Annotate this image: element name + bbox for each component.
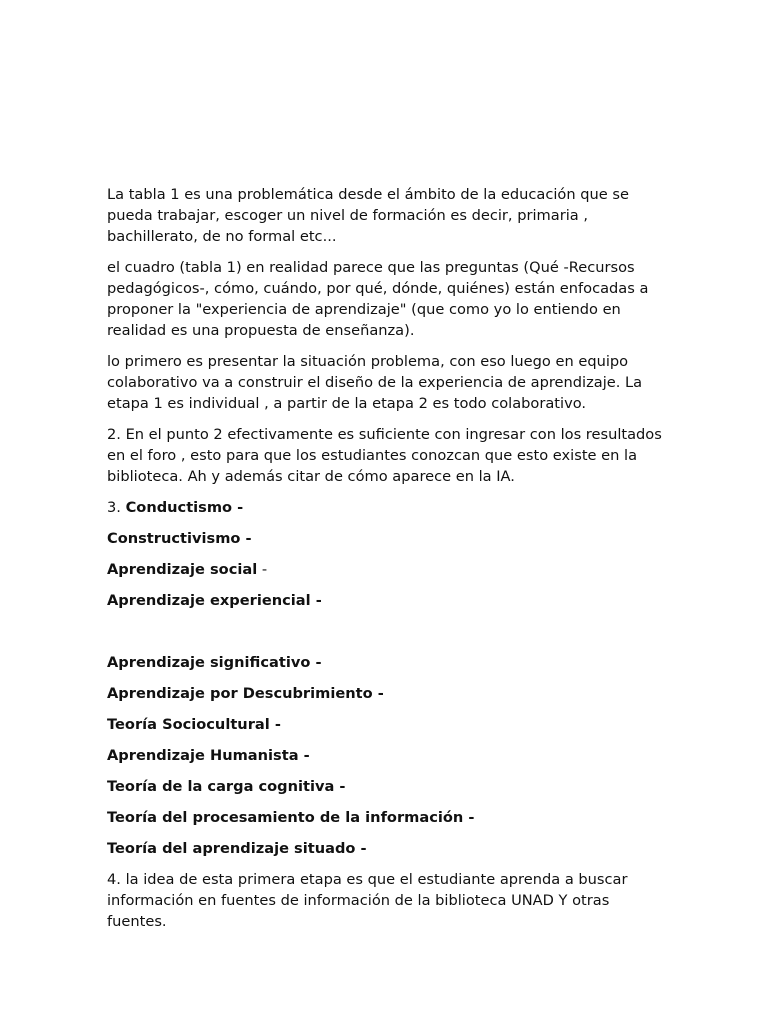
list-item-aprendizaje-situado (107, 838, 667, 859)
list-number: 3. (107, 499, 126, 516)
list-item-carga-cognitiva (107, 776, 667, 797)
list-item-aprendizaje-descubrimiento (107, 683, 667, 704)
list-item-label: Aprendizaje por Descubrimiento - (107, 685, 384, 702)
list-item-aprendizaje-experiencial (107, 590, 667, 611)
list-item-procesamiento-informacion (107, 807, 667, 828)
paragraph-1: La tabla 1 es una problemática desde el ámbito de la educación que se pueda trabajar, escoger un nivel de formación es decir, primaria , bachillerato, de no formal etc... (107, 186, 629, 245)
list-item-aprendizaje-humanista (107, 745, 667, 766)
list-item-label: Constructivismo - (107, 530, 252, 547)
list-item-aprendizaje-social (107, 559, 667, 580)
list-item-label: Aprendizaje social (107, 561, 258, 578)
document-body (107, 184, 667, 942)
list-item-label: Teoría del aprendizaje situado - (107, 840, 367, 857)
blank-line (107, 621, 667, 652)
list-item-label: Teoría Sociocultural - (107, 716, 281, 733)
list-item-suffix: - (257, 561, 268, 578)
list-item-label: Aprendizaje significativo - (107, 654, 322, 671)
list-item-label: Teoría del procesamiento de la información - (107, 809, 475, 826)
paragraph-3: lo primero es presentar la situación problema, con eso luego en equipo colaborativo va a construir el diseño de la experiencia de aprendizaje. La etapa 1 es individual , a partir de la etapa 2 es todo colaborativo. (107, 353, 643, 412)
list-item-label: Conductismo - (125, 499, 244, 516)
list-item-constructivismo (107, 528, 667, 549)
list-item-teoria-sociocultural (107, 714, 667, 735)
list-item-label: Aprendizaje experiencial - (107, 592, 322, 609)
list-item-label: Aprendizaje Humanista - (107, 747, 310, 764)
paragraph-5: 4. la idea de esta primera etapa es que el estudiante aprenda a buscar información en fuentes de información de la biblioteca UNAD Y otras fuentes. (107, 871, 628, 930)
paragraph-2: el cuadro (tabla 1) en realidad parece que las preguntas (Qué -Recursos pedagógicos-, cómo, cuándo, por qué, dónde, quiénes) están enfocadas a proponer la "experiencia de aprendizaje" (que como yo lo entiendo en realidad es una propuesta de enseñanza). (107, 259, 649, 339)
paragraph-4: 2. En el punto 2 efectivamente es suficiente con ingresar con los resultados en el foro , esto para que los estudiantes conozcan que esto existe en la biblioteca. Ah y además citar de cómo aparece en la IA. (107, 426, 662, 485)
list-item-label: Teoría de la carga cognitiva - (107, 778, 346, 795)
list-item-conductismo (107, 497, 667, 518)
list-item-aprendizaje-significativo (107, 652, 667, 673)
